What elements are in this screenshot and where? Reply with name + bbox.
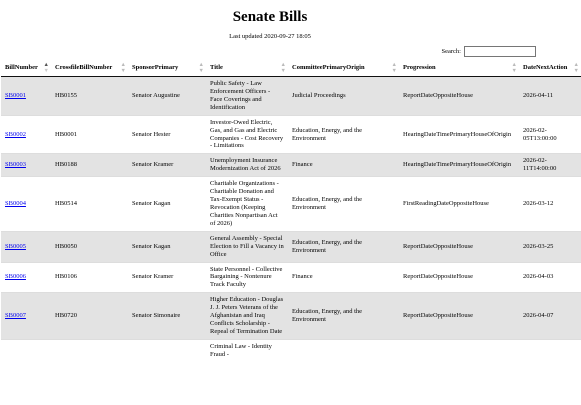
table-row (1, 293, 581, 340)
table-row (1, 154, 581, 177)
crossfile-cell: HB0720 (51, 293, 128, 340)
table-row (1, 339, 581, 361)
col-header-label: BillNumber (5, 64, 38, 71)
committee-cell: Education, Energy, and the Environment (288, 115, 399, 154)
next-action-cell: 2026-04-11 (519, 77, 581, 116)
sponsor-cell: Senator Simonaire (128, 293, 206, 340)
table-row (1, 262, 581, 293)
col-header-progression[interactable] (399, 59, 519, 77)
sponsor-cell (128, 339, 206, 361)
col-header-crossfile[interactable] (51, 59, 128, 77)
header-row (1, 59, 581, 77)
progression-cell: HearingDateTimePrimaryHouseOfOrigin (399, 154, 519, 177)
progression-cell: ReportDateOppositeHouse (399, 293, 519, 340)
committee-cell: Education, Energy, and the Environment (288, 293, 399, 340)
committee-cell: Education, Energy, and the Environment (288, 177, 399, 232)
progression-cell: FirstReadingDateOppositeHouse (399, 177, 519, 232)
bill-number-link[interactable]: SB0005 (5, 242, 26, 250)
page-title: Senate Bills (232, 9, 308, 25)
next-action-cell: 2026-03-25 (519, 231, 581, 262)
sponsor-cell: Senator Kagan (128, 231, 206, 262)
bill-number-link[interactable]: SB0001 (5, 91, 26, 99)
committee-cell: Judicial Proceedings (288, 77, 399, 116)
col-header-sponsor[interactable] (128, 59, 206, 77)
sort-icon: ▲ ▼ (198, 62, 204, 74)
progression-cell: ReportDateOppositeHouse (399, 231, 519, 262)
next-action-cell: 2026-02-05T13:00:00 (519, 115, 581, 154)
title-cell: Higher Education - Douglas J. J. Peters Veterans of the Afghanistan and Iraq Conflicts Scholarship - Repeal of Termination Date (206, 293, 288, 340)
col-header-label: CommitteePrimaryOrigin (292, 64, 365, 71)
title-cell: Public Safety - Law Enforcement Officers - Face Coverings and Identification (206, 77, 288, 116)
col-header-label: SponsorPrimary (132, 64, 179, 71)
sponsor-cell: Senator Kagan (128, 177, 206, 232)
bill-number-link[interactable]: SB0002 (5, 130, 26, 138)
bill-number-link[interactable]: SB0004 (5, 200, 26, 208)
col-header-committee[interactable] (288, 59, 399, 77)
col-header-label: Progression (403, 64, 436, 71)
progression-cell: HearingDateTimePrimaryHouseOfOrigin (399, 115, 519, 154)
crossfile-cell: HB0106 (51, 262, 128, 293)
col-header-title[interactable] (206, 59, 288, 77)
title-cell: Criminal Law - Identity Fraud - (206, 339, 288, 361)
next-action-cell (519, 339, 581, 361)
sponsor-cell: Senator Kramer (128, 262, 206, 293)
progression-cell: ReportDateOppositeHouse (399, 262, 519, 293)
next-action-cell: 2026-04-03 (519, 262, 581, 293)
bill-number-link[interactable]: SB0006 (5, 273, 26, 281)
col-header-label: CrossfileBillNumber (55, 64, 113, 71)
crossfile-cell: HB0514 (51, 177, 128, 232)
next-action-cell: 2026-04-07 (519, 293, 581, 340)
bill-number-link[interactable]: SB0003 (5, 161, 26, 169)
last-updated-text: Last updated 2020-09-27 18:05 (229, 33, 311, 40)
sort-icon: ▲ ▼ (391, 62, 397, 74)
sort-icon: ▲ ▼ (280, 62, 286, 74)
sort-icon: ▲ ▼ (573, 62, 579, 74)
table-row (1, 231, 581, 262)
title-cell: Unemployment Insurance Modernization Act of 2026 (206, 154, 288, 177)
table-row (1, 77, 581, 116)
progression-cell (399, 339, 519, 361)
committee-cell: Education, Energy, and the Environment (288, 231, 399, 262)
search-label: Search: (441, 48, 461, 55)
sponsor-cell: Senator Hester (128, 115, 206, 154)
sponsor-cell: Senator Kramer (128, 154, 206, 177)
title-cell: Investor-Owed Electric, Gas, and Gas and Electric Companies - Cost Recovery - Limitations (206, 115, 288, 154)
next-action-cell: 2026-02-11T14:00:00 (519, 154, 581, 177)
crossfile-cell: HB0001 (51, 115, 128, 154)
col-header-label: DateNextAction (523, 64, 568, 71)
bill-number-link[interactable]: SB0007 (5, 312, 26, 320)
search-box (442, 46, 537, 57)
title-cell: General Assembly - Special Election to Fill a Vacancy in Office (206, 231, 288, 262)
committee-cell: Finance (288, 154, 399, 177)
crossfile-cell: HB0050 (51, 231, 128, 262)
title-cell: Charitable Organizations - Charitable Donation and Tax-Exempt Status - Revocation (Keeping Charities Nonpartisan Act of 2026) (206, 177, 288, 232)
next-action-cell: 2026-03-12 (519, 177, 581, 232)
committee-cell: Finance (288, 262, 399, 293)
sort-icon: ▲ ▼ (120, 62, 126, 74)
search-input[interactable] (464, 46, 536, 57)
table-row (1, 177, 581, 232)
crossfile-cell: HB0188 (51, 154, 128, 177)
progression-cell: ReportDateOppositeHouse (399, 77, 519, 116)
title-cell: State Personnel - Collective Bargaining - Nontenure Track Faculty (206, 262, 288, 293)
crossfile-cell: HB0155 (51, 77, 128, 116)
sort-icon: ▲ ▼ (511, 62, 517, 74)
bills-table (1, 59, 581, 362)
col-header-label: Title (210, 64, 223, 71)
table-row (1, 115, 581, 154)
col-header-datenextaction[interactable] (519, 59, 581, 77)
sort-ascending-icon: ▲ ▼ (43, 62, 49, 74)
committee-cell (288, 339, 399, 361)
sponsor-cell: Senator Augustine (128, 77, 206, 116)
crossfile-cell (51, 339, 128, 361)
col-header-billnumber[interactable] (1, 59, 51, 77)
